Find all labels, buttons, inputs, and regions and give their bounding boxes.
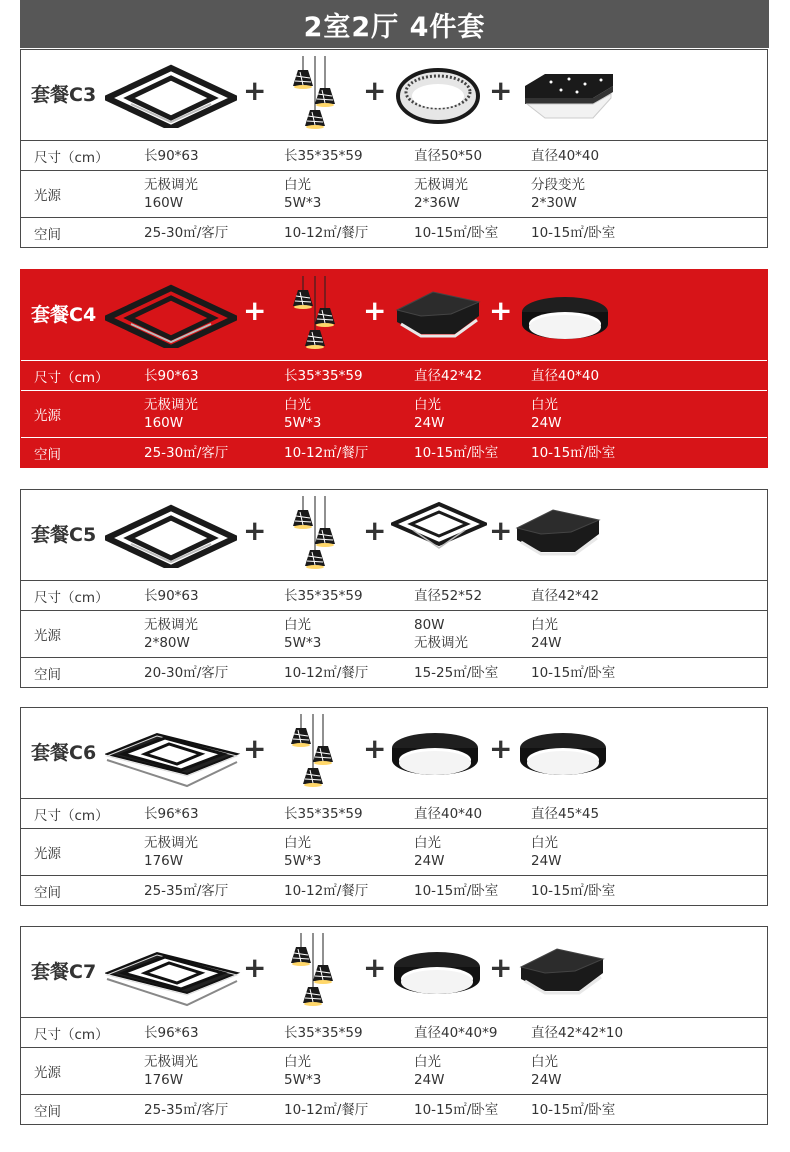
light-power: 5W*3 — [284, 853, 322, 869]
light-power: 5W*3 — [284, 415, 322, 431]
pentagon-ceiling-icon — [519, 947, 605, 999]
plus-icon: + — [363, 74, 387, 107]
plus-icon: + — [489, 514, 513, 547]
spec-cell: 长96*63 — [144, 805, 199, 822]
plus-icon: + — [363, 294, 387, 327]
plus-icon: + — [243, 294, 267, 327]
space-row — [21, 438, 767, 467]
product-images-row — [21, 927, 767, 1018]
small-double-frame-ceiling-icon — [391, 500, 487, 552]
rect-double-frame-ceiling-icon — [105, 504, 237, 568]
light-type: 无极调光 — [144, 177, 198, 193]
spec-cell: 长35*35*59 — [284, 805, 363, 822]
spec-cell: 10-15㎡/卧室 — [414, 882, 499, 899]
spec-cell: 25-35㎡/客厅 — [144, 882, 229, 899]
light-type: 白光 — [284, 1054, 311, 1070]
light-power: 5W*3 — [284, 635, 322, 651]
spec-cell — [284, 616, 321, 652]
light-source-row — [21, 171, 767, 218]
triple-pendant-icon — [291, 496, 339, 582]
light-power: 2*36W — [414, 195, 460, 211]
spec-cell — [414, 176, 468, 212]
spec-cell — [531, 834, 562, 870]
layered-rect-ceiling-icon — [105, 720, 241, 790]
spec-cell: 20-30㎡/客厅 — [144, 664, 229, 681]
row-label: 尺寸（cm） — [34, 1026, 109, 1043]
round-drum-ceiling-icon — [517, 730, 609, 782]
triple-pendant-icon — [291, 276, 339, 362]
plus-icon: + — [489, 74, 513, 107]
package-block — [20, 707, 768, 906]
light-source-row — [21, 829, 767, 876]
row-label: 尺寸（cm） — [34, 589, 109, 606]
spec-cell: 长35*35*59 — [284, 1024, 363, 1041]
light-power: 176W — [144, 1072, 184, 1088]
light-type: 白光 — [284, 177, 311, 193]
spec-cell: 直径40*40*9 — [414, 1024, 498, 1041]
spec-cell — [144, 176, 198, 212]
spec-cell — [531, 1053, 562, 1089]
spec-cell: 10-12㎡/餐厅 — [284, 1101, 369, 1118]
spec-cell: 25-30㎡/客厅 — [144, 224, 229, 241]
size-row — [21, 361, 767, 391]
spec-cell — [414, 834, 445, 870]
spec-cell: 15-25㎡/卧室 — [414, 664, 499, 681]
light-power: 176W — [144, 853, 184, 869]
spec-cell: 10-15㎡/卧室 — [531, 1101, 616, 1118]
spec-cell: 长90*63 — [144, 147, 199, 164]
light-power: 2*80W — [144, 635, 190, 651]
plus-icon: + — [489, 732, 513, 765]
spec-cell: 10-12㎡/餐厅 — [284, 882, 369, 899]
plus-icon: + — [243, 732, 267, 765]
spec-cell: 直径42*42 — [531, 587, 600, 604]
spec-cell — [284, 176, 321, 212]
row-label: 尺寸（cm） — [34, 149, 109, 166]
rect-double-frame-ceiling-icon — [105, 284, 237, 348]
spec-cell: 10-15㎡/卧室 — [531, 444, 616, 461]
spec-cell: 长90*63 — [144, 367, 199, 384]
package-block — [20, 926, 768, 1125]
spec-cell: 直径40*40 — [414, 805, 483, 822]
spec-cell — [531, 616, 562, 652]
spec-cell — [144, 396, 198, 432]
spec-cell — [144, 834, 198, 870]
square-starry-ceiling-icon — [521, 72, 617, 122]
rect-double-frame-ceiling-icon — [105, 64, 237, 128]
triple-pendant-icon — [291, 56, 339, 142]
spec-cell: 10-12㎡/餐厅 — [284, 664, 369, 681]
spec-cell — [414, 396, 445, 432]
spec-cell: 长35*35*59 — [284, 367, 363, 384]
package-name: 套餐C7 — [31, 961, 97, 983]
product-images-row — [21, 490, 767, 581]
package-block — [20, 489, 768, 688]
space-row — [21, 876, 767, 905]
light-type: 无极调光 — [144, 617, 198, 633]
light-power: 160W — [144, 415, 184, 431]
layered-rect-ceiling-icon — [105, 939, 241, 1009]
row-label: 空间 — [34, 1103, 61, 1120]
plus-icon: + — [363, 514, 387, 547]
round-drum-ceiling-icon — [391, 949, 483, 1001]
light-type: 分段变光 — [531, 177, 585, 193]
row-label: 空间 — [34, 666, 61, 683]
light-power: 24W — [414, 1072, 445, 1088]
space-row — [21, 658, 767, 687]
space-row — [21, 218, 767, 247]
spec-cell: 10-15㎡/卧室 — [531, 664, 616, 681]
row-label: 空间 — [34, 226, 61, 243]
row-label: 光源 — [34, 188, 61, 204]
size-row — [21, 581, 767, 611]
plus-icon: + — [489, 294, 513, 327]
spec-cell — [531, 176, 585, 212]
light-type: 无极调光 — [144, 1054, 198, 1070]
package-name: 套餐C3 — [31, 84, 97, 106]
spec-cell: 10-15㎡/卧室 — [531, 224, 616, 241]
light-type: 白光 — [531, 397, 558, 413]
row-label: 空间 — [34, 446, 61, 463]
round-ring-ceiling-icon — [395, 66, 481, 124]
spec-cell: 直径52*52 — [414, 587, 483, 604]
spec-cell: 长35*35*59 — [284, 587, 363, 604]
round-drum-ceiling-icon — [519, 294, 611, 346]
spec-cell: 10-15㎡/卧室 — [414, 444, 499, 461]
plus-icon: + — [243, 74, 267, 107]
light-power: 无极调光 — [414, 635, 468, 651]
row-label: 空间 — [34, 884, 61, 901]
spec-cell — [414, 1053, 445, 1089]
spec-cell: 10-15㎡/卧室 — [414, 1101, 499, 1118]
product-images-row — [21, 270, 767, 361]
light-type: 白光 — [414, 397, 441, 413]
spec-cell: 25-30㎡/客厅 — [144, 444, 229, 461]
product-images-row — [21, 708, 767, 799]
size-row — [21, 141, 767, 171]
spec-cell: 长35*35*59 — [284, 147, 363, 164]
product-images-row — [21, 50, 767, 141]
light-power: 24W — [531, 1072, 562, 1088]
plus-icon: + — [243, 951, 267, 984]
space-row — [21, 1095, 767, 1124]
spec-cell — [414, 616, 468, 652]
light-power: 160W — [144, 195, 184, 211]
light-power: 24W — [531, 635, 562, 651]
spec-cell — [144, 616, 198, 652]
package-block — [20, 49, 768, 248]
light-type: 白光 — [414, 1054, 441, 1070]
spec-cell: 直径42*42*10 — [531, 1024, 624, 1041]
spec-cell: 直径50*50 — [414, 147, 483, 164]
package-name: 套餐C4 — [31, 304, 97, 326]
light-type: 白光 — [531, 617, 558, 633]
light-power: 24W — [414, 853, 445, 869]
spec-cell: 10-15㎡/卧室 — [531, 882, 616, 899]
light-power: 24W — [531, 853, 562, 869]
row-label: 光源 — [34, 408, 61, 424]
plus-icon: + — [489, 951, 513, 984]
package-name: 套餐C5 — [31, 524, 97, 546]
row-label: 光源 — [34, 1065, 61, 1081]
triple-pendant-icon — [289, 714, 337, 800]
spec-cell: 直径40*40 — [531, 147, 600, 164]
spec-cell: 10-12㎡/餐厅 — [284, 224, 369, 241]
page-title: 2室2厅 4件套 — [20, 0, 769, 48]
light-power: 24W — [414, 415, 445, 431]
size-row — [21, 799, 767, 829]
plus-icon: + — [243, 514, 267, 547]
light-type: 白光 — [414, 835, 441, 851]
package-name: 套餐C6 — [31, 742, 97, 764]
spec-cell: 长90*63 — [144, 587, 199, 604]
spec-cell — [531, 396, 562, 432]
light-source-row — [21, 611, 767, 658]
triple-pendant-icon — [289, 933, 337, 1019]
light-power: 5W*3 — [284, 1072, 322, 1088]
spec-cell — [284, 1053, 321, 1089]
spec-cell — [144, 1053, 198, 1089]
light-type: 80W — [414, 617, 445, 633]
spec-cell — [284, 396, 321, 432]
size-row — [21, 1018, 767, 1048]
plus-icon: + — [363, 951, 387, 984]
light-power: 5W*3 — [284, 195, 322, 211]
light-power: 2*30W — [531, 195, 577, 211]
spec-cell: 25-35㎡/客厅 — [144, 1101, 229, 1118]
light-type: 无极调光 — [144, 397, 198, 413]
light-type: 白光 — [284, 397, 311, 413]
row-label: 光源 — [34, 846, 61, 862]
spec-cell: 直径45*45 — [531, 805, 600, 822]
light-type: 白光 — [531, 835, 558, 851]
light-source-row — [21, 391, 767, 438]
light-type: 无极调光 — [144, 835, 198, 851]
row-label: 尺寸（cm） — [34, 807, 109, 824]
spec-cell — [284, 834, 321, 870]
pentagon-ceiling-icon — [515, 508, 601, 560]
light-source-row — [21, 1048, 767, 1095]
pentagon-ceiling-icon — [395, 290, 481, 342]
round-drum-ceiling-icon — [389, 730, 481, 782]
plus-icon: + — [363, 732, 387, 765]
spec-cell: 直径42*42 — [414, 367, 483, 384]
spec-cell: 10-12㎡/餐厅 — [284, 444, 369, 461]
spec-cell: 10-15㎡/卧室 — [414, 224, 499, 241]
row-label: 尺寸（cm） — [34, 369, 109, 386]
light-power: 24W — [531, 415, 562, 431]
row-label: 光源 — [34, 628, 61, 644]
package-block — [20, 269, 768, 468]
light-type: 白光 — [531, 1054, 558, 1070]
spec-cell: 长96*63 — [144, 1024, 199, 1041]
light-type: 白光 — [284, 835, 311, 851]
spec-cell: 直径40*40 — [531, 367, 600, 384]
light-type: 无极调光 — [414, 177, 468, 193]
light-type: 白光 — [284, 617, 311, 633]
